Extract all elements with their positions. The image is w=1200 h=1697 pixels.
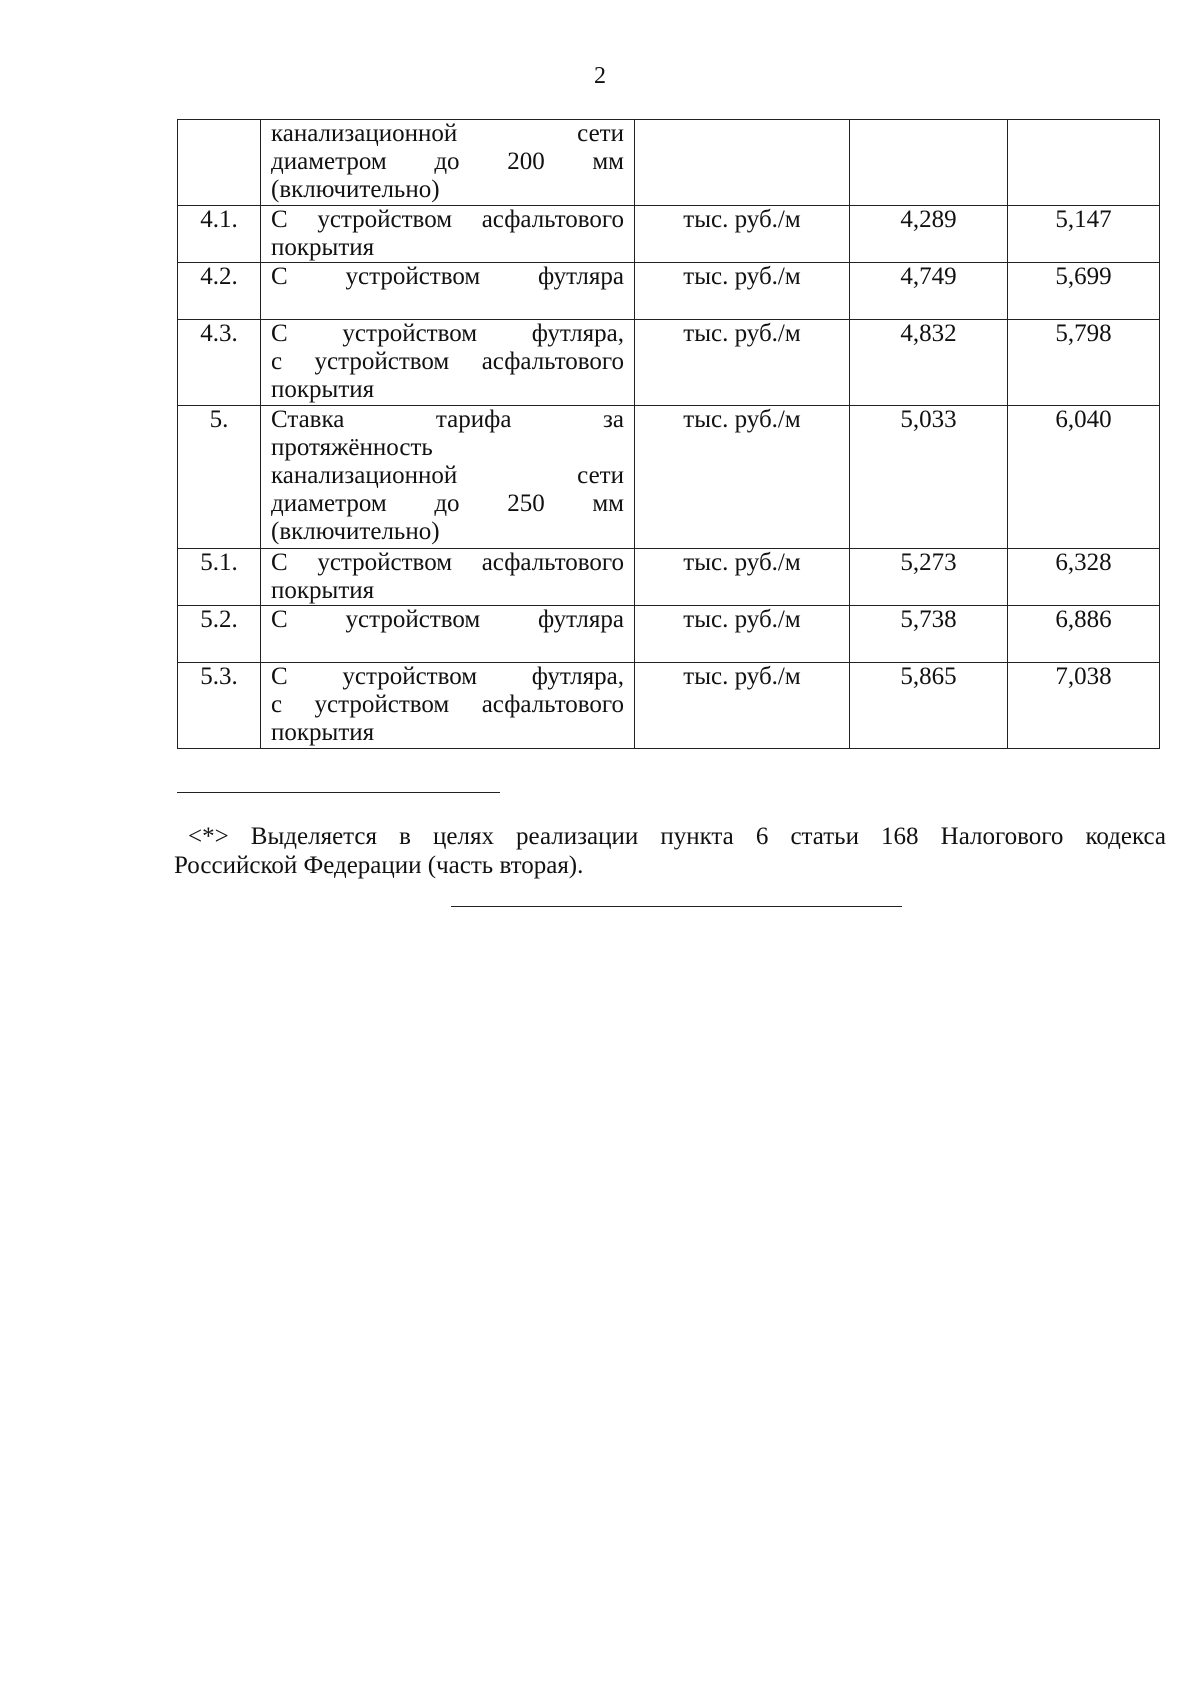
rate-without-vat-cell: 5,273 xyxy=(850,549,1008,606)
description-cell xyxy=(261,320,635,406)
description-line: протяжённость xyxy=(271,434,433,461)
table-row xyxy=(178,606,1160,663)
description-line: канализационной сети xyxy=(271,462,624,489)
description-cell xyxy=(261,663,635,749)
description-line: покрытия xyxy=(271,719,375,746)
table-row xyxy=(178,663,1160,749)
unit-cell: тыс. руб./м xyxy=(635,549,850,606)
description-cell xyxy=(261,406,635,549)
rate-with-vat-cell: 5,147 xyxy=(1008,206,1160,263)
description-line: С устройством асфальтового xyxy=(271,206,624,233)
rate-without-vat-cell xyxy=(850,120,1008,206)
table-row xyxy=(178,320,1160,406)
description-line xyxy=(271,634,624,662)
tariff-table xyxy=(177,119,1160,749)
description-cell xyxy=(261,120,635,206)
description-line: диаметром до 200 мм xyxy=(271,148,624,175)
rate-with-vat-cell: 6,040 xyxy=(1008,406,1160,549)
row-number-cell xyxy=(178,120,261,206)
table-row xyxy=(178,263,1160,320)
rate-with-vat-cell: 6,328 xyxy=(1008,549,1160,606)
footnote xyxy=(174,822,1166,880)
unit-cell: тыс. руб./м xyxy=(635,606,850,663)
description-line: С устройством футляра xyxy=(271,263,624,290)
unit-cell: тыс. руб./м xyxy=(635,663,850,749)
rate-without-vat-cell: 5,033 xyxy=(850,406,1008,549)
description-line: (включительно) xyxy=(271,518,440,545)
rate-with-vat-cell: 5,798 xyxy=(1008,320,1160,406)
description-line: (включительно) xyxy=(271,176,440,203)
description-line: С устройством асфальтового xyxy=(271,549,624,576)
description-line: с устройством асфальтового xyxy=(271,348,624,375)
rate-without-vat-cell: 5,865 xyxy=(850,663,1008,749)
page-number: 2 xyxy=(594,63,606,89)
rate-without-vat-cell: 4,832 xyxy=(850,320,1008,406)
description-line: канализационной сети xyxy=(271,120,624,147)
description-line: покрытия xyxy=(271,234,375,261)
row-number-cell: 4.2. xyxy=(178,263,261,320)
unit-cell: тыс. руб./м xyxy=(635,406,850,549)
unit-cell: тыс. руб./м xyxy=(635,320,850,406)
table-body xyxy=(178,120,1160,749)
description-line: покрытия xyxy=(271,577,375,604)
rate-without-vat-cell: 5,738 xyxy=(850,606,1008,663)
row-number-cell: 5.3. xyxy=(178,663,261,749)
description-line: С устройством футляра, xyxy=(271,663,624,690)
rate-with-vat-cell: 7,038 xyxy=(1008,663,1160,749)
unit-cell xyxy=(635,120,850,206)
description-cell xyxy=(261,263,635,320)
footnote-separator xyxy=(177,792,500,793)
row-number-cell: 5.1. xyxy=(178,549,261,606)
description-line: Ставка тарифа за xyxy=(271,406,624,433)
description-line: с устройством асфальтового xyxy=(271,691,624,718)
description-line: С устройством футляра, xyxy=(271,320,624,347)
row-number-cell: 4.3. xyxy=(178,320,261,406)
description-line: С устройством футляра xyxy=(271,606,624,633)
rate-with-vat-cell: 5,699 xyxy=(1008,263,1160,320)
row-number-cell: 4.1. xyxy=(178,206,261,263)
row-number-cell: 5.2. xyxy=(178,606,261,663)
description-line: диаметром до 250 мм xyxy=(271,490,624,517)
rate-without-vat-cell: 4,749 xyxy=(850,263,1008,320)
table-row xyxy=(178,206,1160,263)
end-separator xyxy=(451,906,902,907)
unit-cell: тыс. руб./м xyxy=(635,263,850,320)
description-cell xyxy=(261,549,635,606)
table-row xyxy=(178,120,1160,206)
description-cell xyxy=(261,206,635,263)
rate-with-vat-cell: 6,886 xyxy=(1008,606,1160,663)
unit-cell: тыс. руб./м xyxy=(635,206,850,263)
footnote-line-2: Российской Федерации (часть вторая). xyxy=(174,852,584,879)
description-line xyxy=(271,291,624,319)
rate-without-vat-cell: 4,289 xyxy=(850,206,1008,263)
description-cell xyxy=(261,606,635,663)
table-row xyxy=(178,549,1160,606)
footnote-line-1: <*> Выделяется в целях реализации пункта 6 статьи 168 Налогового кодекса xyxy=(188,823,1166,850)
row-number-cell: 5. xyxy=(178,406,261,549)
rate-with-vat-cell xyxy=(1008,120,1160,206)
table-row xyxy=(178,406,1160,549)
description-line: покрытия xyxy=(271,376,375,403)
